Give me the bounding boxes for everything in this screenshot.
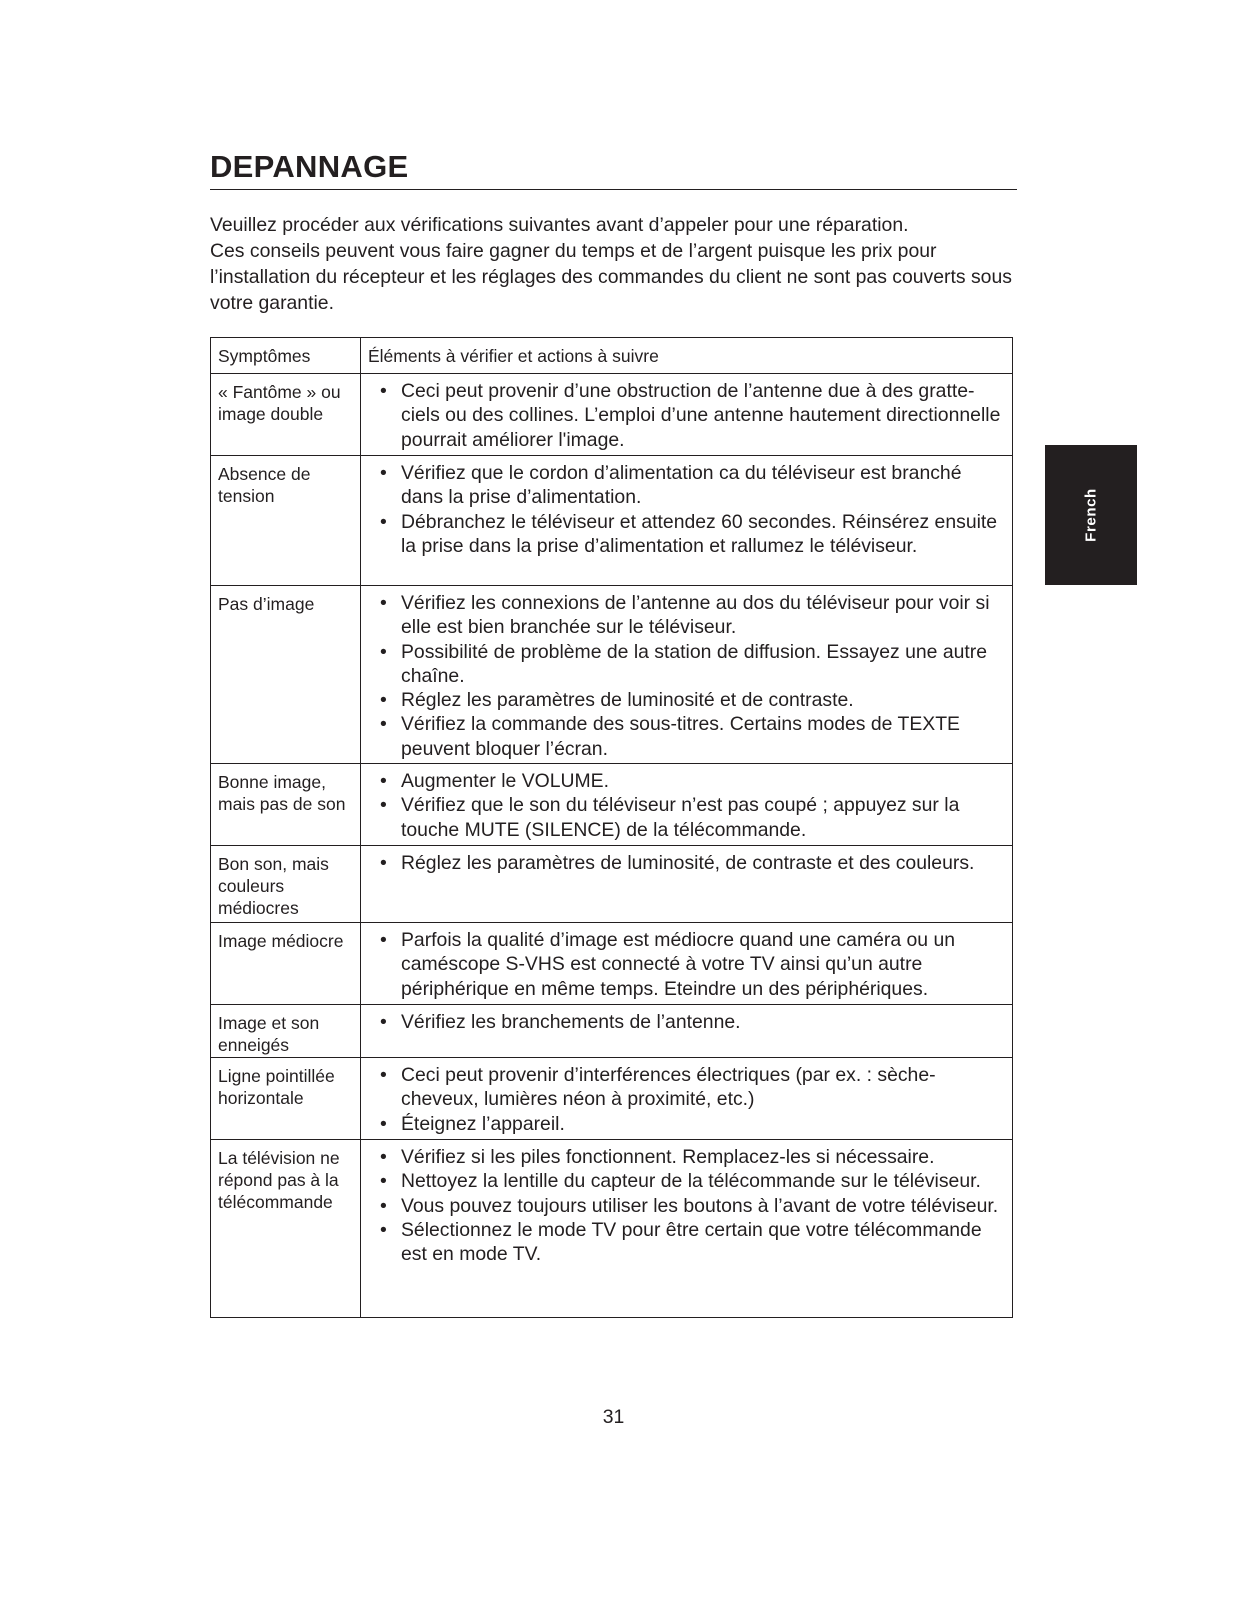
actions-cell [361, 1058, 1013, 1140]
table-row [211, 1058, 1013, 1140]
page-title: DEPANNAGE [210, 148, 1017, 190]
table-row [211, 586, 1013, 764]
actions-cell [361, 1140, 1013, 1318]
page-number: 31 [602, 1406, 625, 1428]
action-item: • Réglez les paramètres de luminosité, de contraste et des couleurs. [369, 851, 1004, 875]
table-row [211, 456, 1013, 586]
action-item: • Sélectionnez le mode TV pour être certain que votre télécommande est en mode TV. [369, 1218, 1004, 1267]
action-item: • Ceci peut provenir d’interférences électriques (par ex. : sèche-cheveux, lumières néon à proximité, etc.) [369, 1063, 1004, 1112]
action-item: • Débranchez le téléviseur et attendez 60 secondes. Réinsérez ensuite la prise dans la prise d’alimentation et rallumez le téléviseur. [369, 510, 1004, 559]
language-tab [1045, 445, 1137, 585]
header-symptoms: Symptômes [211, 338, 361, 374]
symptom-cell: Image médiocre [211, 923, 361, 1005]
table-row [211, 846, 1013, 923]
symptom-cell: Bon son, mais couleurs médiocres [211, 846, 361, 923]
actions-cell [361, 764, 1013, 846]
action-item: • Vérifiez les connexions de l’antenne au dos du téléviseur pour voir si elle est bien branchée sur le téléviseur. [369, 591, 1004, 640]
action-item: • Vérifiez que le cordon d’alimentation ca du téléviseur est branché dans la prise d’alimentation. [369, 461, 1004, 510]
action-item: • Possibilité de problème de la station de diffusion. Essayez une autre chaîne. [369, 640, 1004, 689]
language-tab-label: French [1082, 488, 1100, 542]
troubleshooting-table [210, 337, 1013, 1318]
table-row [211, 1140, 1013, 1318]
action-item: • Vérifiez que le son du téléviseur n’est pas coupé ; appuyez sur la touche MUTE (SILENCE) de la télécommande. [369, 793, 1004, 842]
actions-cell [361, 923, 1013, 1005]
symptom-cell: Ligne pointillée horizontale [211, 1058, 361, 1140]
symptom-cell: « Fantôme » ou image double [211, 374, 361, 456]
action-item: • Vérifiez si les piles fonctionnent. Remplacez-les si nécessaire. [369, 1145, 1004, 1169]
actions-cell [361, 1005, 1013, 1058]
action-item: • Vous pouvez toujours utiliser les boutons à l’avant de votre téléviseur. [369, 1194, 1004, 1218]
symptom-cell: Pas d’image [211, 586, 361, 764]
action-item: • Vérifiez la commande des sous-titres. Certains modes de TEXTE peuvent bloquer l’écran. [369, 712, 1004, 761]
action-item: • Réglez les paramètres de luminosité et de contraste. [369, 688, 1004, 712]
actions-cell [361, 586, 1013, 764]
table-header-row [211, 338, 1013, 374]
action-item: • Parfois la qualité d’image est médiocre quand une caméra ou un caméscope S-VHS est connecté à votre TV ainsi qu’un autre périphérique en même temps. Eteindre un des périphériques. [369, 928, 1004, 1001]
symptom-cell: La télévision ne répond pas à la télécommande [211, 1140, 361, 1318]
header-actions: Éléments à vérifier et actions à suivre [361, 338, 1013, 374]
table-row [211, 764, 1013, 846]
action-item: • Augmenter le VOLUME. [369, 769, 1004, 793]
actions-cell [361, 846, 1013, 923]
table-row [211, 1005, 1013, 1058]
symptom-cell: Absence de tension [211, 456, 361, 586]
action-item: • Éteignez l’appareil. [369, 1112, 1004, 1136]
actions-cell [361, 374, 1013, 456]
table-row [211, 923, 1013, 1005]
symptom-cell: Image et son enneigés [211, 1005, 361, 1058]
symptom-cell: Bonne image, mais pas de son [211, 764, 361, 846]
action-item: • Vérifiez les branchements de l’antenne. [369, 1010, 1004, 1034]
intro-text [210, 212, 1030, 316]
table-row [211, 374, 1013, 456]
intro-paragraph: Ces conseils peuvent vous faire gagner du temps et de l’argent puisque les prix pour l’installation du récepteur et les réglages des commandes du client ne sont pas couverts sous votre garantie. [210, 240, 1012, 314]
action-item: • Ceci peut provenir d’une obstruction de l’antenne due à des gratte-ciels ou des collines. L’emploi d’une antenne hautement directionnelle pourrait améliorer l'image. [369, 379, 1004, 452]
intro-line: Veuillez procéder aux vérifications suivantes avant d’appeler pour une réparation. [210, 214, 909, 236]
action-item: • Nettoyez la lentille du capteur de la télécommande sur le téléviseur. [369, 1169, 1004, 1193]
actions-cell [361, 456, 1013, 586]
